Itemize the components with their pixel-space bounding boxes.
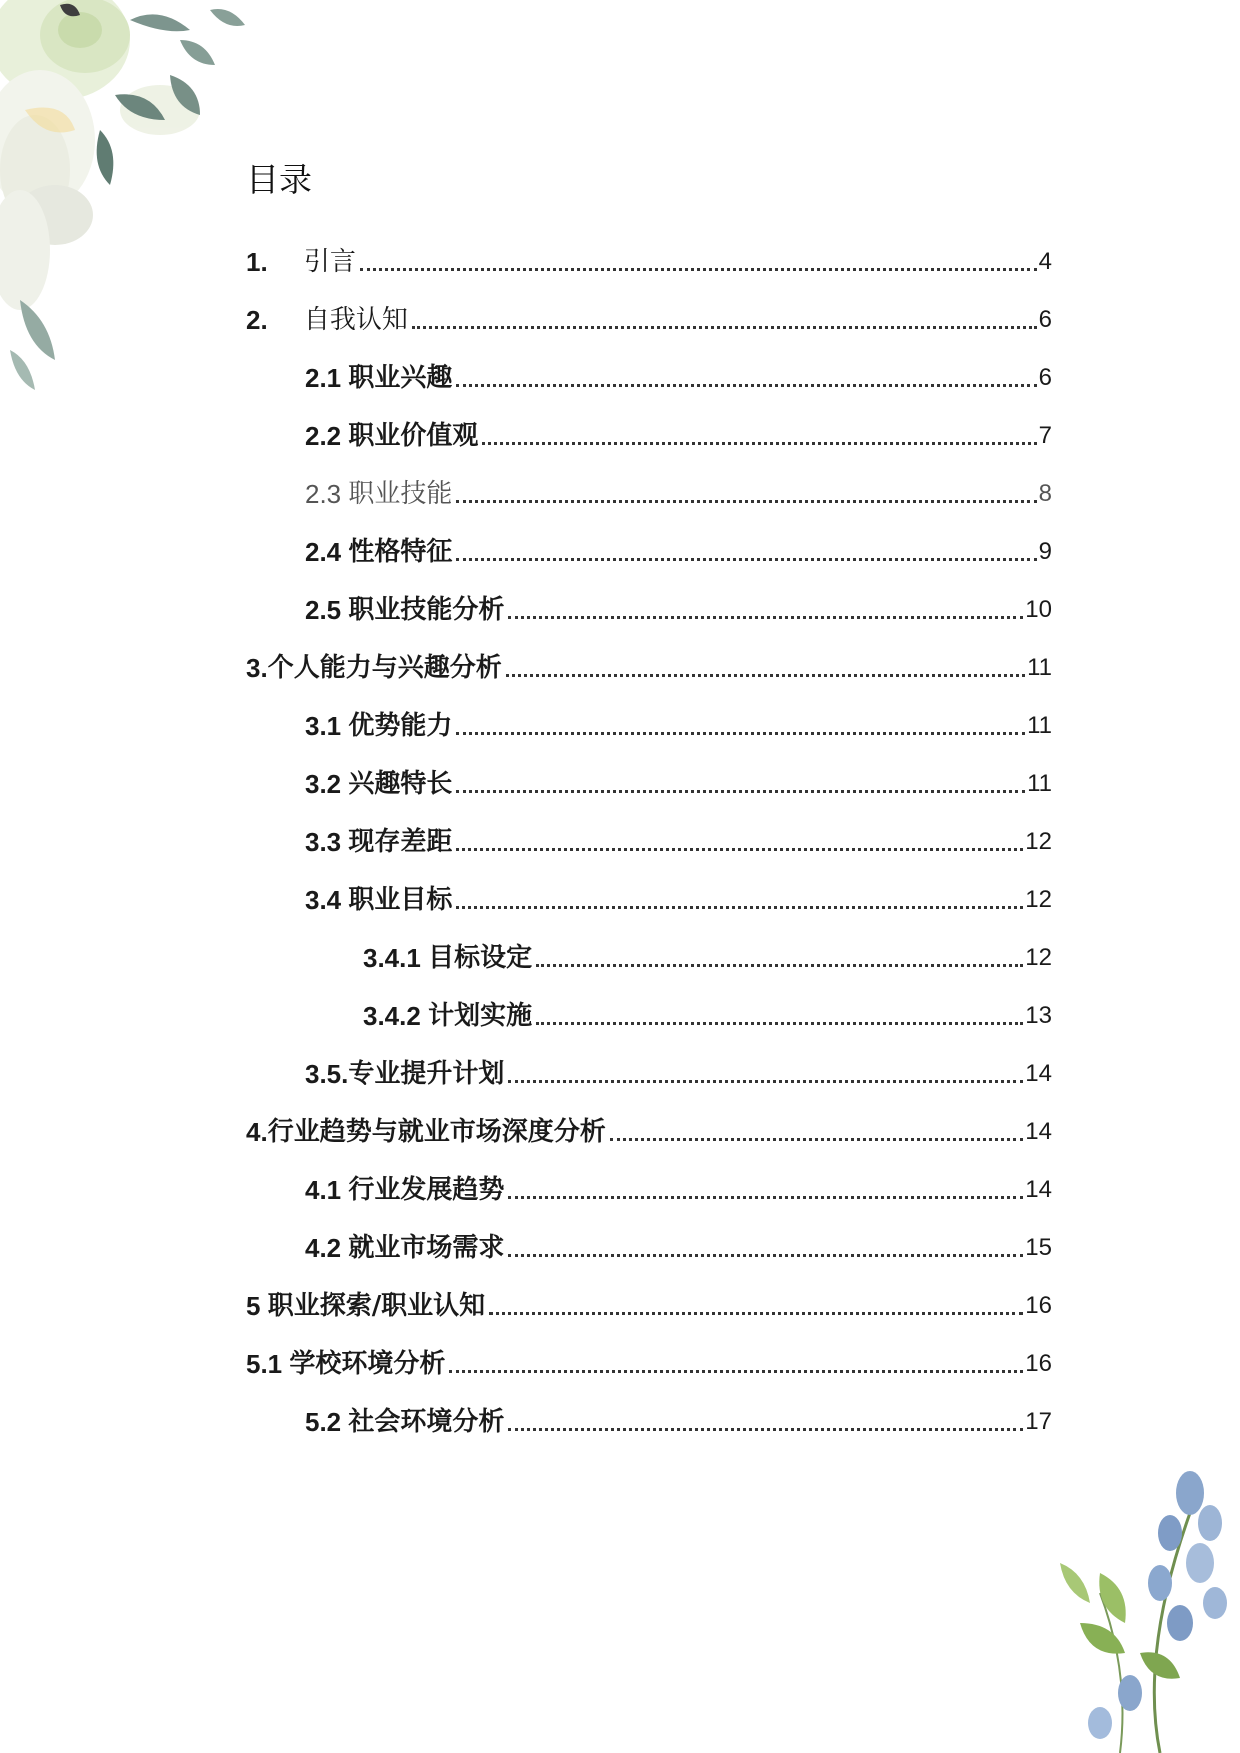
toc-entry[interactable] — [246, 283, 1052, 348]
toc-entry-page: 9 — [1038, 538, 1052, 565]
toc-dot-leader — [508, 1196, 1023, 1199]
toc-entry-page: 4 — [1038, 248, 1052, 275]
toc-entry-title: 现存差距 — [348, 827, 453, 857]
toc-entry-page: 14 — [1025, 1060, 1052, 1087]
toc-dot-leader — [456, 500, 1036, 503]
toc-entry-page: 16 — [1025, 1350, 1052, 1377]
toc-entry-page: 11 — [1027, 712, 1052, 739]
toc-entry-number: 4. — [246, 1117, 268, 1147]
toc-entry-title: 职业价值观 — [348, 421, 479, 451]
toc-entry[interactable] — [305, 1385, 1052, 1450]
toc-entry-title: 职业目标 — [348, 885, 453, 915]
toc-dot-leader — [610, 1138, 1024, 1141]
toc-entry-page: 17 — [1025, 1408, 1052, 1435]
toc-entry-page: 7 — [1038, 422, 1052, 449]
toc-entry-number: 2.5 — [305, 595, 349, 625]
toc-dot-leader — [508, 1428, 1023, 1431]
toc-dot-leader — [536, 1022, 1023, 1025]
toc-dot-leader — [412, 326, 1037, 329]
toc-dot-leader — [456, 848, 1023, 851]
toc-dot-leader — [449, 1370, 1023, 1373]
toc-entry[interactable] — [305, 341, 1052, 406]
toc-entry-page: 10 — [1025, 596, 1052, 623]
toc-entry[interactable] — [305, 1153, 1052, 1218]
toc-entry[interactable] — [305, 515, 1052, 580]
toc-entry[interactable] — [305, 399, 1052, 464]
toc-entry-page: 12 — [1025, 944, 1052, 971]
toc-entry[interactable] — [246, 1269, 1052, 1334]
toc-entry-number: 3.1 — [305, 711, 349, 741]
toc-entry-page: 14 — [1025, 1176, 1052, 1203]
toc-entry-page: 11 — [1027, 654, 1052, 681]
toc-dot-leader — [360, 268, 1037, 271]
toc-entry[interactable] — [305, 457, 1052, 522]
toc-dot-leader — [508, 1254, 1023, 1257]
toc-dot-leader — [508, 1080, 1023, 1083]
toc-dot-leader — [508, 616, 1023, 619]
toc-entry-page: 15 — [1025, 1234, 1052, 1261]
toc-entry[interactable] — [246, 1327, 1052, 1392]
toc-entry-number: 3.2 — [305, 769, 349, 799]
toc-entry[interactable] — [305, 805, 1052, 870]
toc-dot-leader — [456, 384, 1036, 387]
toc-entry-title: 专业提升计划 — [348, 1059, 505, 1089]
toc-entry-number: 3.4 — [305, 885, 349, 915]
floral-decoration-bottom-right — [1040, 1453, 1240, 1753]
toc-entry-number: 3.3 — [305, 827, 349, 857]
toc-entry-number: 2.3 — [305, 479, 349, 509]
toc-entry-page: 11 — [1027, 770, 1052, 797]
toc-entry-title: 目标设定 — [428, 943, 533, 973]
toc-entry-title: 就业市场需求 — [348, 1233, 505, 1263]
toc-entry-number: 1. — [246, 247, 304, 277]
toc-entry-title: 兴趣特长 — [348, 769, 453, 799]
toc-entry[interactable] — [246, 631, 1052, 696]
toc-dot-leader — [456, 732, 1025, 735]
toc-entry-title: 学校环境分析 — [289, 1349, 446, 1379]
toc-entry[interactable] — [305, 689, 1052, 754]
toc-entry[interactable] — [305, 1211, 1052, 1276]
toc-entry-number: 4.2 — [305, 1233, 349, 1263]
toc-entry-number: 3.4.1 — [363, 943, 429, 973]
toc-entry[interactable] — [305, 863, 1052, 928]
floral-decoration-top-left — [0, 0, 290, 420]
toc-entry[interactable] — [305, 1037, 1052, 1102]
toc-entry-number: 3.5. — [305, 1059, 349, 1089]
toc-entry[interactable] — [246, 1095, 1052, 1160]
toc-entry-number: 2.1 — [305, 363, 349, 393]
toc-entry[interactable] — [246, 225, 1052, 290]
toc-entry-page: 8 — [1038, 480, 1052, 507]
toc-entry[interactable] — [305, 747, 1052, 812]
toc-entry-number: 5.2 — [305, 1407, 349, 1437]
toc-entry[interactable] — [305, 573, 1052, 638]
toc-title: 目录 — [246, 160, 312, 199]
toc-entry-number: 5 — [246, 1291, 268, 1321]
toc-dot-leader — [489, 1312, 1023, 1315]
toc-entry-title: 引言 — [303, 247, 356, 277]
toc-entry-number: 3.4.2 — [363, 1001, 429, 1031]
toc-entry[interactable] — [363, 921, 1052, 986]
toc-entry-title: 性格特征 — [348, 537, 453, 567]
toc-entry-page: 16 — [1025, 1292, 1052, 1319]
toc-entry-title: 行业趋势与就业市场深度分析 — [267, 1117, 606, 1147]
toc-entry[interactable] — [363, 979, 1052, 1044]
toc-entry-page: 14 — [1025, 1118, 1052, 1145]
toc-entry-title: 自我认知 — [303, 305, 408, 335]
toc-entry-title: 优势能力 — [348, 711, 453, 741]
toc-entry-number: 3. — [246, 653, 268, 683]
toc-entry-title: 职业探索/职业认知 — [267, 1291, 486, 1321]
toc-entry-title: 职业兴趣 — [348, 363, 453, 393]
toc-entry-number: 2.4 — [305, 537, 349, 567]
toc-entry-title: 职业技能 — [348, 479, 453, 509]
toc-dot-leader — [456, 790, 1025, 793]
toc-entry-title: 行业发展趋势 — [348, 1175, 505, 1205]
toc-entry-title: 社会环境分析 — [348, 1407, 505, 1437]
toc-dot-leader — [536, 964, 1023, 967]
toc-entry-title: 职业技能分析 — [348, 595, 505, 625]
toc-entry-number: 4.1 — [305, 1175, 349, 1205]
toc-entry-number: 2.2 — [305, 421, 349, 451]
toc-dot-leader — [482, 442, 1036, 445]
toc-entry-page: 12 — [1025, 886, 1052, 913]
toc-entry-number: 2. — [246, 305, 304, 335]
toc-entry-title: 个人能力与兴趣分析 — [267, 653, 502, 683]
toc-entry-page: 6 — [1038, 306, 1052, 333]
toc-entry-page: 6 — [1038, 364, 1052, 391]
toc-entry-page: 13 — [1025, 1002, 1052, 1029]
toc-entry-title: 计划实施 — [428, 1001, 533, 1031]
toc-entry-number: 5.1 — [246, 1349, 290, 1379]
toc-entry-page: 12 — [1025, 828, 1052, 855]
toc-dot-leader — [456, 558, 1036, 561]
toc-dot-leader — [456, 906, 1023, 909]
toc-dot-leader — [506, 674, 1025, 677]
